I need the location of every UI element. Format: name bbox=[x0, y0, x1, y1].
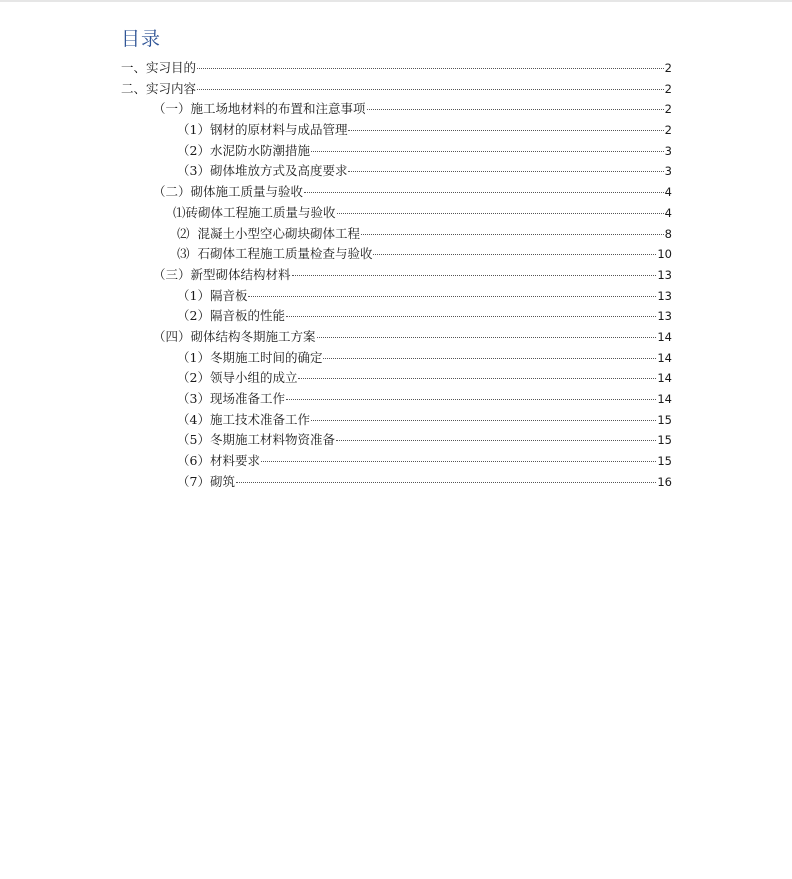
toc-entry-text: （6）材料要求 bbox=[177, 453, 260, 469]
toc-leader-dots bbox=[292, 275, 657, 276]
toc-entry[interactable] bbox=[121, 265, 672, 286]
toc-leader-dots bbox=[197, 89, 664, 90]
toc-entry[interactable] bbox=[121, 244, 672, 265]
toc-leader-dots bbox=[373, 254, 656, 255]
toc-page-number: 2 bbox=[664, 61, 672, 75]
toc-entry-text: （3）砌体堆放方式及高度要求 bbox=[177, 163, 348, 179]
toc-entry[interactable] bbox=[121, 410, 672, 431]
toc-page-number: 13 bbox=[657, 309, 672, 324]
toc-leader-dots bbox=[311, 420, 656, 421]
toc-page-number: 14 bbox=[657, 350, 672, 365]
toc-entry-text: （1）冬期施工时间的确定 bbox=[177, 349, 323, 365]
toc-leader-dots bbox=[323, 358, 656, 359]
toc-entry-text: （四）砌体结构冬期施工方案 bbox=[153, 328, 316, 344]
toc-entry[interactable] bbox=[121, 348, 672, 369]
toc-entry[interactable] bbox=[121, 389, 672, 410]
toc-entry[interactable] bbox=[121, 430, 672, 451]
toc-entry-text: （2）水泥防水防潮措施 bbox=[177, 142, 310, 158]
toc-leader-dots bbox=[348, 130, 663, 131]
toc-leader-dots bbox=[298, 378, 656, 379]
toc-entry-text: （5）冬期施工材料物资准备 bbox=[177, 432, 335, 448]
toc-entry[interactable] bbox=[121, 451, 672, 472]
toc-entry[interactable] bbox=[121, 327, 672, 348]
toc-page-number: 4 bbox=[664, 205, 672, 220]
toc-entry[interactable] bbox=[121, 472, 672, 493]
toc-page-number: 3 bbox=[664, 164, 672, 179]
toc-entry-text: （4）施工技术准备工作 bbox=[177, 411, 310, 427]
toc-page-number: 2 bbox=[664, 81, 672, 96]
toc-page-number: 15 bbox=[657, 412, 672, 427]
toc-page-number: 4 bbox=[664, 185, 672, 200]
toc-entry-text: （三）新型砌体结构材料 bbox=[153, 266, 291, 282]
toc-page-number: 2 bbox=[664, 123, 672, 138]
toc-entry[interactable] bbox=[121, 120, 672, 141]
toc-page-number: 10 bbox=[657, 247, 672, 262]
toc-leader-dots bbox=[361, 234, 664, 235]
toc-entry[interactable] bbox=[121, 203, 672, 224]
toc-entry-text: （3）现场准备工作 bbox=[177, 391, 285, 406]
toc-entry-text: ⑵ 混凝土小型空心砌块砌体工程 bbox=[177, 225, 360, 241]
toc-leader-dots bbox=[248, 296, 656, 297]
toc-leader-dots bbox=[367, 109, 664, 110]
toc-entry[interactable] bbox=[121, 306, 672, 327]
toc-entry[interactable] bbox=[121, 182, 672, 203]
toc-page-number: 2 bbox=[664, 102, 672, 117]
toc-entry[interactable] bbox=[121, 99, 672, 120]
toc-entry[interactable] bbox=[121, 79, 672, 100]
toc-entry-text: （1）钢材的原材料与成品管理 bbox=[177, 122, 348, 138]
toc-title: 目录 bbox=[121, 28, 162, 50]
toc-entry-text: 一、实习目的 bbox=[121, 60, 197, 75]
toc-entry-text: ⑴砖砌体工程施工质量与验收 bbox=[173, 204, 336, 220]
toc-entry-text: （一）施工场地材料的布置和注意事项 bbox=[153, 101, 366, 117]
toc-leader-dots bbox=[348, 171, 663, 172]
toc-entry[interactable] bbox=[121, 368, 672, 389]
toc-page-number: 16 bbox=[657, 474, 672, 489]
toc-page-number: 14 bbox=[657, 392, 672, 406]
page-top-border bbox=[0, 0, 792, 2]
toc-leader-dots bbox=[261, 461, 656, 462]
toc-page-number: 14 bbox=[657, 329, 672, 344]
toc-page-number: 15 bbox=[657, 433, 672, 448]
toc-leader-dots bbox=[286, 316, 656, 317]
toc-leader-dots bbox=[337, 213, 664, 214]
toc-entry[interactable] bbox=[121, 286, 672, 307]
toc-list bbox=[121, 58, 672, 492]
toc-leader-dots bbox=[317, 337, 657, 338]
toc-leader-dots bbox=[236, 482, 656, 483]
toc-page-number: 8 bbox=[664, 226, 672, 241]
toc-leader-dots bbox=[336, 440, 656, 441]
toc-entry[interactable] bbox=[121, 161, 672, 182]
toc-leader-dots bbox=[197, 68, 664, 69]
toc-entry[interactable] bbox=[121, 224, 672, 245]
toc-entry-text: （2）领导小组的成立 bbox=[177, 370, 298, 386]
toc-entry-text: ⑶ 石砌体工程施工质量检查与验收 bbox=[177, 246, 373, 262]
toc-entry[interactable] bbox=[121, 58, 672, 79]
toc-page-number: 13 bbox=[657, 288, 672, 303]
toc-page-number: 3 bbox=[664, 143, 672, 158]
toc-entry-text: （2）隔音板的性能 bbox=[177, 308, 285, 324]
toc-page-number: 13 bbox=[657, 267, 672, 282]
toc-entry-text: 二、实习内容 bbox=[121, 80, 197, 96]
toc-leader-dots bbox=[286, 399, 656, 400]
toc-entry-text: （1）隔音板 bbox=[177, 287, 248, 303]
toc-entry[interactable] bbox=[121, 141, 672, 162]
toc-leader-dots bbox=[311, 151, 664, 152]
toc-entry-text: （二）砌体施工质量与验收 bbox=[153, 184, 304, 200]
toc-page-number: 14 bbox=[657, 371, 672, 386]
toc-entry-text: （7）砌筑 bbox=[177, 473, 235, 489]
toc-page-number: 15 bbox=[657, 454, 672, 469]
toc-leader-dots bbox=[304, 192, 664, 193]
